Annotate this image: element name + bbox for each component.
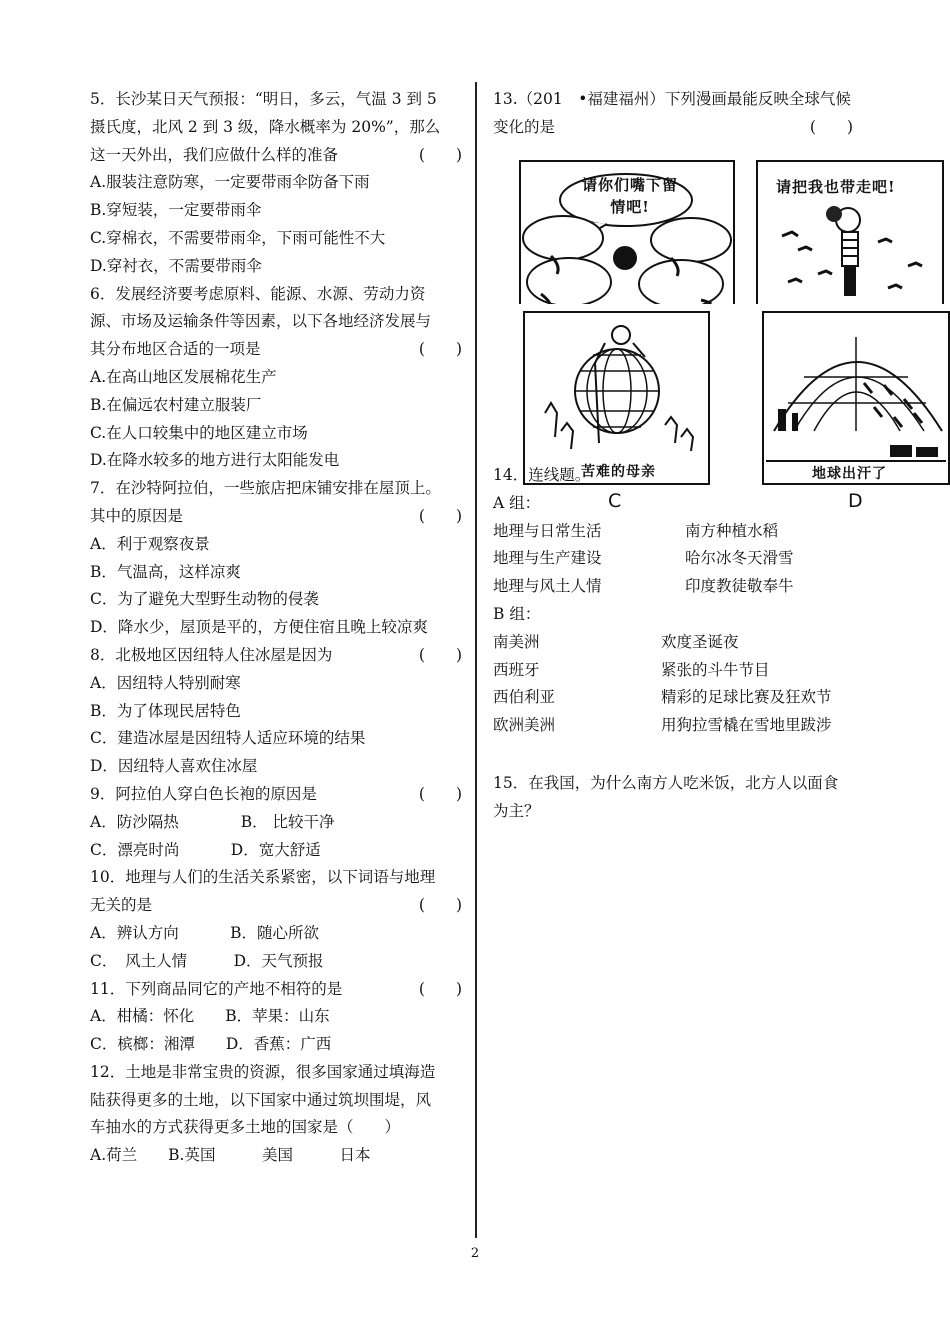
question-line-text: C.在人口较集中的地区建立市场	[90, 423, 308, 442]
q13-line-2	[493, 114, 913, 142]
question-line	[90, 1087, 462, 1115]
cartoon-d-letter: D	[848, 490, 863, 512]
question-line-text: 源、市场及运输条件等因素，以下各地经济发展与	[90, 312, 432, 331]
question-line	[90, 503, 462, 531]
q14	[493, 462, 913, 740]
match-right-item: 印度教徒敬奉牛	[685, 577, 794, 596]
question-line-text: 其中的原因是	[90, 506, 184, 525]
question-line	[90, 920, 462, 948]
match-row	[493, 657, 913, 685]
cartoon-a-caption: 请你们嘴下留情吧!	[581, 176, 678, 216]
right-column	[493, 86, 913, 142]
match-row	[493, 684, 913, 712]
question-line	[90, 1142, 462, 1170]
question-line-text: C．建造冰屋是因纽特人适应环境的结果	[90, 729, 366, 748]
question-line-text: B.穿短装，一定要带雨伞	[90, 201, 262, 220]
question-line-text: C.穿棉衣，不需要带雨伞，下雨可能性不大	[90, 228, 386, 247]
question-line-text: A．防沙隔热 B． 比较干净	[90, 812, 335, 831]
column-divider	[475, 82, 477, 1238]
question-line	[90, 892, 462, 920]
q15	[493, 770, 913, 826]
answer-bracket: ( )	[418, 145, 462, 164]
question-line-text: 陆获得更多的土地，以下国家中通过筑坝围堤，风	[90, 1090, 432, 1109]
page-number: 2	[470, 1246, 480, 1261]
question-line-text: D．降水少，屋顶是平的，方便住宿且晚上较凉爽	[90, 618, 428, 637]
cartoon-b	[756, 160, 944, 304]
match-right-item: 用狗拉雪橇在雪地里跋涉	[661, 716, 832, 735]
question-line	[90, 1003, 462, 1031]
question-line-text: D.在降水较多的地方进行太阳能发电	[90, 451, 340, 470]
question-line	[90, 336, 462, 364]
q14-title: 14．连线题。	[493, 466, 591, 484]
q14-group-b-label: B 组：	[493, 604, 541, 623]
cartoon-c-caption: 苦难的母亲	[581, 464, 656, 480]
question-line-text: 11．下列商品同它的产地不相符的是	[90, 979, 343, 998]
question-line-text: A．辨认方向 B．随心所欲	[90, 923, 320, 942]
question-line-text: C．漂亮时尚 D．宽大舒适	[90, 840, 321, 859]
question-line	[90, 614, 462, 642]
q13-line-1: 13.（201 •福建福州）下列漫画最能反映全球气候	[493, 90, 851, 108]
match-right-item: 欢度圣诞夜	[661, 632, 739, 651]
match-left-item: 地理与日常生活	[493, 521, 602, 540]
match-row	[493, 545, 913, 573]
match-left-item: 欧洲美洲	[493, 716, 556, 735]
question-line	[90, 809, 462, 837]
cartoon-b-caption: 请把我也带走吧!	[776, 178, 896, 196]
question-line	[90, 864, 462, 892]
cartoon-d-drawing	[764, 313, 948, 483]
q13-stem: 变化的是	[493, 117, 556, 136]
match-left-item: 西班牙	[493, 660, 540, 679]
question-line	[90, 1059, 462, 1087]
question-line-text: D．因纽特人喜欢住冰屋	[90, 757, 258, 776]
question-line	[90, 837, 462, 865]
question-line-text: 12．土地是非常宝贵的资源，很多国家通过填海造	[90, 1062, 436, 1081]
q14-group-a	[493, 518, 913, 601]
answer-bracket: ( )	[418, 506, 462, 525]
question-line	[90, 142, 462, 170]
answer-bracket: ( )	[809, 117, 853, 136]
question-line	[90, 86, 462, 114]
match-row	[493, 518, 913, 546]
answer-bracket: ( )	[418, 979, 462, 998]
question-line-text: B．为了体现民居特色	[90, 701, 241, 720]
q15-line-2: 为主？	[493, 801, 540, 820]
question-line-text: 车抽水的方式获得更多土地的国家是（ ）	[90, 1118, 401, 1137]
question-line	[90, 225, 462, 253]
question-line-text: B.在偏远农村建立服装厂	[90, 395, 262, 414]
q14-group-a-label: A 组：	[493, 493, 541, 512]
question-line-text: A.在高山地区发展棉花生产	[90, 367, 277, 386]
match-left-item: 地理与生产建设	[493, 549, 602, 568]
match-left-item: 南美洲	[493, 632, 540, 651]
question-line-text: C． 风土人情 D．天气预报	[90, 951, 324, 970]
question-line	[90, 559, 462, 587]
question-line-text: 8．北极地区因纽特人住冰屋是因为	[90, 645, 333, 664]
question-line-text: B．气温高，这样凉爽	[90, 562, 241, 581]
question-line	[90, 781, 462, 809]
cartoon-c	[523, 311, 710, 485]
match-right-item: 南方种植水稻	[685, 521, 779, 540]
match-left-item: 地理与风土人情	[493, 577, 602, 596]
question-line	[90, 114, 462, 142]
question-line-text: C．为了避免大型野生动物的侵袭	[90, 590, 319, 609]
question-line-text: A.荷兰 B.英国 美国 日本	[90, 1146, 371, 1165]
question-line-text: 其分布地区合适的一项是	[90, 340, 261, 359]
match-row	[493, 573, 913, 601]
question-line-text: 7．在沙特阿拉伯，一些旅店把床铺安排在屋顶上。	[90, 479, 441, 498]
cartoon-c-drawing	[525, 313, 708, 483]
answer-bracket: ( )	[418, 784, 462, 803]
question-line	[90, 169, 462, 197]
cartoon-c-letter: C	[608, 490, 622, 512]
q14-group-b	[493, 629, 913, 740]
match-right-item: 精彩的足球比赛及狂欢节	[661, 688, 832, 707]
question-line	[90, 670, 462, 698]
question-line	[90, 281, 462, 309]
left-column	[90, 86, 462, 1170]
question-line	[90, 698, 462, 726]
question-line	[90, 1114, 462, 1142]
question-line	[90, 420, 462, 448]
question-line	[90, 197, 462, 225]
answer-bracket: ( )	[418, 340, 462, 359]
question-line	[90, 364, 462, 392]
question-line-text: A.服装注意防寒，一定要带雨伞防备下雨	[90, 173, 370, 192]
question-line	[90, 725, 462, 753]
question-line-text: 无关的是	[90, 896, 153, 915]
question-line-text: C．槟榔：湘潭 D．香蕉：广西	[90, 1035, 332, 1054]
match-row	[493, 712, 913, 740]
answer-bracket: ( )	[418, 645, 462, 664]
question-line-text: A．柑橘：怀化 B．苹果：山东	[90, 1007, 330, 1026]
question-line	[90, 447, 462, 475]
question-line	[90, 948, 462, 976]
q15-line-1: 15．在我国，为什么南方人吃米饭，北方人以面食	[493, 774, 839, 792]
question-line	[90, 253, 462, 281]
match-row	[493, 629, 913, 657]
question-line-text: A．利于观察夜景	[90, 534, 210, 553]
question-line	[90, 586, 462, 614]
match-left-item: 西伯利亚	[493, 688, 556, 707]
match-right-item: 哈尔冰冬天滑雪	[685, 549, 794, 568]
question-line-text: 10．地理与人们的生活关系紧密，以下词语与地理	[90, 868, 436, 887]
cartoon-d-caption: 地球出汗了	[812, 466, 887, 482]
match-right-item: 紧张的斗牛节目	[661, 660, 770, 679]
question-line	[90, 392, 462, 420]
cartoon-d	[762, 311, 950, 485]
question-line-text: A．因纽特人特别耐寒	[90, 673, 241, 692]
question-line	[90, 1031, 462, 1059]
question-line	[90, 308, 462, 336]
question-line	[90, 753, 462, 781]
question-line	[90, 531, 462, 559]
question-line	[90, 642, 462, 670]
question-line-text: 6．发展经济要考虑原料、能源、水源、劳动力资	[90, 284, 426, 303]
answer-bracket: ( )	[418, 896, 462, 915]
cartoon-a	[519, 160, 735, 304]
question-line-text: 9．阿拉伯人穿白色长袍的原因是	[90, 784, 317, 803]
question-line	[90, 976, 462, 1004]
question-line-text: D.穿衬衣，不需要带雨伞	[90, 256, 262, 275]
question-line	[90, 475, 462, 503]
question-line-text: 这一天外出，我们应做什么样的准备	[90, 145, 339, 164]
question-line-text: 5．长沙某日天气预报：“明日，多云，气温 3 到 5	[90, 90, 437, 108]
question-line-text: 摄氏度，北风 2 到 3 级，降水概率为 20%”，那么	[90, 117, 441, 136]
